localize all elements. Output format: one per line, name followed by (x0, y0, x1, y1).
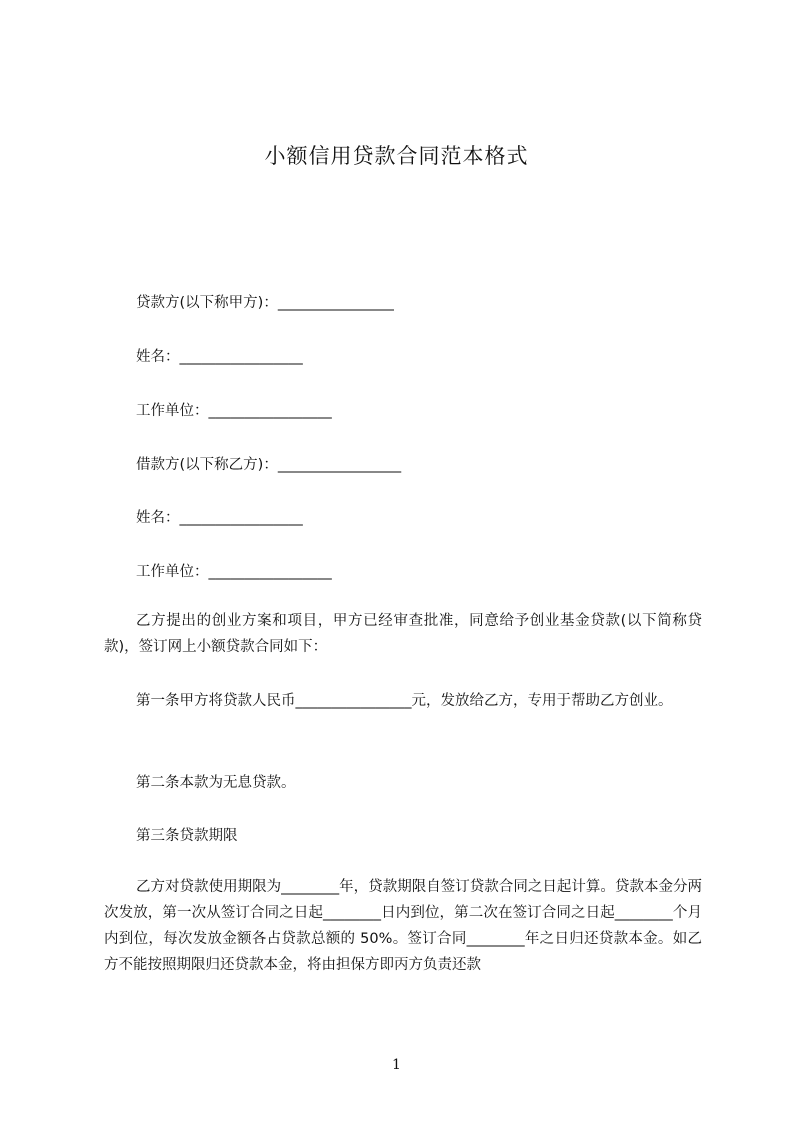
lender-employer-field: 工作单位：_________________ (136, 403, 332, 419)
borrower-employer-field: 工作单位：_________________ (136, 564, 332, 580)
article-1-paragraph: 第一条甲方将贷款人民币________________元，发放给乙方，专用于帮助乙方创业。 (136, 693, 673, 709)
article-3-paragraph: 乙方对贷款使用期限为________年，贷款期限自签订贷款合同之日起计算。贷款本金分两次发放，第一次从签订合同之日起________日内到位，第二次在签订合同之日起________个月内到位，每次发放金额各占贷款总额的 50%。签订合同________年之日归还贷款本金。如乙方不能按照期限归还贷款本金，将由担保方即丙方负责还款 (104, 879, 702, 973)
borrower-field: 借款方(以下称乙方)：_________________ (136, 457, 402, 473)
lender-field: 贷款方(以下称甲方)：________________ (136, 295, 394, 311)
document-title: 小额信用贷款合同范本格式 (264, 144, 529, 168)
page-number: 1 (392, 1057, 401, 1073)
lender-name-field: 姓名：_________________ (136, 349, 303, 365)
intro-paragraph: 乙方提出的创业方案和项目，甲方已经审查批准，同意给予创业基金贷款(以下简称贷款)，签订网上小额贷款合同如下： (104, 613, 702, 655)
article-3-heading: 第三条贷款期限 (136, 828, 238, 844)
article-2-paragraph: 第二条本款为无息贷款。 (136, 775, 296, 791)
borrower-name-field: 姓名：_________________ (136, 510, 303, 526)
